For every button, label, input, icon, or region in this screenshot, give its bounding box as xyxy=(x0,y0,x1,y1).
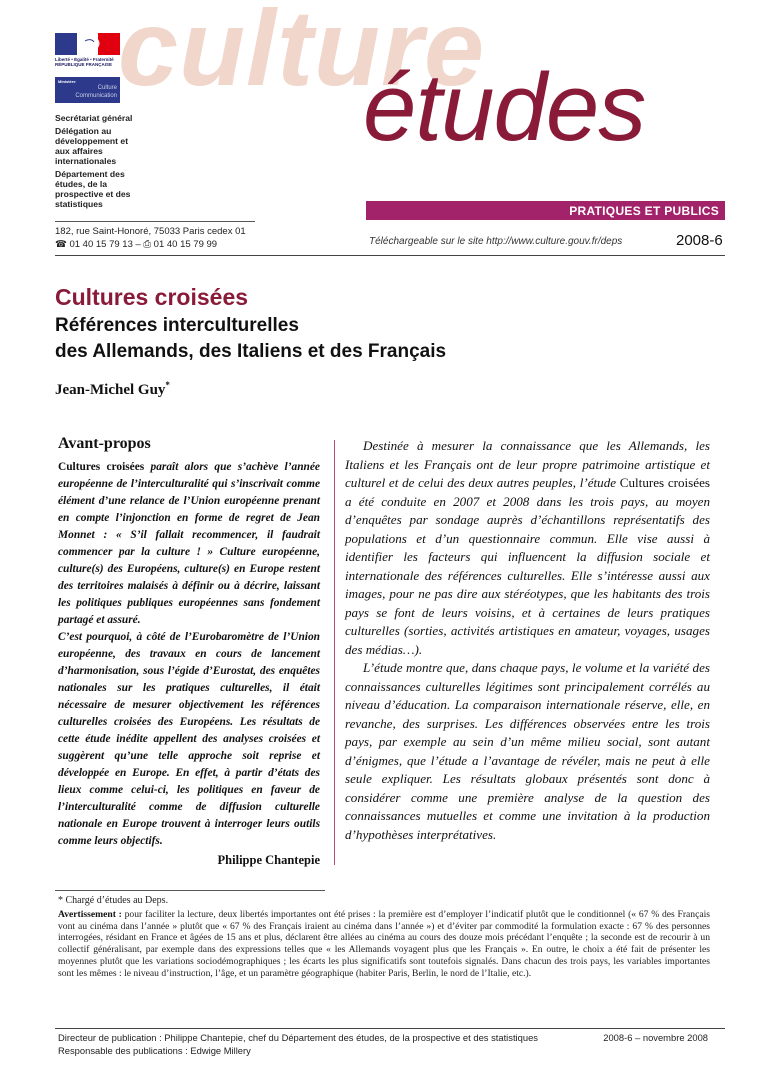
foreword-heading: Avant-propos xyxy=(58,435,151,452)
issue-date: 2008-6 – novembre 2008 xyxy=(603,1032,708,1043)
foreword-term: Cultures croisées xyxy=(58,461,145,473)
intro-paragraph-2: L’étude montre que, dans chaque pays, le volume et la variété des connaissances culturelles légitimes sont principalement corrélés au niveau d’éducation. La comparaison internationale réserve, elle, en revanche, des surprises. Les différences observées entre les trois pays, par exemple au sein d’un même milieu social, sont autant d’énigmes, que l’étude a l’avantage de révéler, mais ne peut à elle seule expliquer. Les résultats globaux présentés sont donc à considérer comme une première analyse de la question des connaissances mutuelles et comme une invitation à la production d’hypothèses interprétatives. xyxy=(345,660,710,842)
intro-p1-b: a été conduite en 2007 et 2008 dans les trois pays, au moyen d’enquêtes par sondage auprès d’échantillons représentatifs des populations et d’un questionnaire commun. Elle vise aussi à identifier les facteurs qui influencent la diffusion sociale et internationale des références culturelles. Elle s’intéresse aussi aux images, pour ne pas dire aux stéréotypes, que les habitants des trois pays se font de leurs voisins, et à certaines de leurs pratiques culturelles (sorties, activités artistiques en amateur, voyages, usages des médias…). xyxy=(345,493,710,657)
marianne-icon xyxy=(55,33,120,55)
ministry-block xyxy=(55,77,120,103)
divider-header xyxy=(55,255,725,256)
ministry-word-2: Communication xyxy=(75,93,117,99)
page-title: Cultures croisées xyxy=(55,284,249,310)
intro-paragraph-1 xyxy=(345,437,710,659)
publication-director: Directeur de publication : Philippe Chantepie, chef du Département des études, de la prospective et des statistiques xyxy=(58,1032,538,1043)
ministry-word-1: Culture xyxy=(97,85,117,91)
warning-label: Avertissement : xyxy=(58,909,122,920)
section-label: PRATIQUES ET PUBLICS xyxy=(569,204,719,218)
divider-address xyxy=(55,221,255,222)
foreword-paragraph-2: C’est pourquoi, à côté de l’Eurobaromètre de l’Union européenne, des travaux en cours de lancement d’harmonisation, sous l’égide d’Eurostat, des enquêtes nationales sur les pratiques culturelles, il était nécessaire de mesurer objectivement les références culturelles croisées des Européens. Les résultats de cette étude inédite appellent des analyses croisées et suggèrent qu’une telle approche soit reprise et développée en Europe. En effet, à partir d’états des lieux comme celui-ci, les politiques en faveur de l’interculturalité comme de diffusion culturelle nationale en Europe trouvent à interroger leurs outils comme leurs objectifs. xyxy=(58,631,320,847)
dept-line-3: Département des études, de la prospective et des statistiques xyxy=(55,169,131,209)
address-street: 182, rue Saint-Honoré, 75033 Paris cedex 01 xyxy=(55,226,246,237)
ministry-label: Ministère xyxy=(58,79,76,84)
subtitle-2: des Allemands, des Italiens et des Français xyxy=(55,341,447,362)
address xyxy=(55,225,246,251)
issue-number: 2008-6 xyxy=(676,232,723,249)
author-footnote: * Chargé d’études au Deps. xyxy=(58,895,169,906)
intro-text xyxy=(345,437,710,844)
ministry-logo xyxy=(55,33,120,103)
department-info xyxy=(55,113,255,212)
author-name: Jean-Michel Guy xyxy=(55,382,166,398)
divider-footer xyxy=(55,1028,725,1029)
foreword-text xyxy=(58,459,320,850)
dept-line-2: Délégation au développement et aux affaires internationales xyxy=(55,126,129,166)
brand-etudes: études xyxy=(363,54,646,161)
logo-motto: Liberté • Égalité • Fraternité xyxy=(55,57,114,62)
brand-culture: culture xyxy=(118,0,486,108)
subtitle-1: Références interculturelles xyxy=(55,315,299,336)
foreword-paragraph-1 xyxy=(58,459,320,629)
address-phone: ☎ 01 40 15 79 13 – ⎙ 01 40 15 79 99 xyxy=(55,239,218,250)
divider-footnote xyxy=(55,890,325,891)
author-footnote-mark: * xyxy=(165,380,170,390)
dept-line-1: Secrétariat général xyxy=(55,113,133,123)
intro-term: Cultures croisées xyxy=(619,475,710,490)
publication-manager: Responsable des publications : Edwige Millery xyxy=(58,1045,251,1056)
column-divider xyxy=(334,440,335,865)
foreword-p1-text: paraît alors que s’achève l’année européenne de l’interculturalité qui s’inscrivait comme élément d’une relance de l’Union européenne prenant en compte l’injonction en forme de regret de Jean Monnet : « S’il fallait recommencer, il faudrait commencer par la culture ! » Culture européenne, culture(s) des Européens, culture(s) en Europe restent des territoires malaisés à définir ou à décrire, laissant les politiques publiques européennes sans fondement partagé et assuré. xyxy=(58,461,320,626)
logo-republic: RÉPUBLIQUE FRANÇAISE xyxy=(55,62,113,67)
warning-note xyxy=(58,909,710,979)
warning-text: pour faciliter la lecture, deux libertés importantes ont été prises : la première est d’employer l’indicatif plutôt que le conditionnel (« 67 % des Français vont au cinéma dans l’année » plutôt que « 67 % des Français iraient au cinéma dans l’année ») et d’éviter par commodité la formulation exacte : 67 % des personnes interrogées, résidant en France et âgées de 15 ans et plus, déclarent être allées au cinéma au cours des douze mois précédant l’enquête ; la seconde est de recourir à un collectif généralisant, par exemple dans des expressions telles que « les Allemands voyagent plus que les Français ». En outre, le choix a été fait de présenter les moyennes plutôt que les variations sociodémographiques ; les écarts les plus significatifs sont toutefois signalés. Dans chacun des trois pays, les variables importantes sont les mêmes : le niveau d’instruction, l’âge, et un paramètre géographique (habiter Paris, Berlin, le nord de l’Italie, etc.). xyxy=(58,909,710,979)
download-link[interactable]: Téléchargeable sur le site http://www.culture.gouv.fr/deps xyxy=(369,236,623,247)
author xyxy=(55,380,170,399)
intro-p1-a: Destinée à mesurer la connaissance que les Allemands, les Italiens et les Français ont de leur propre patrimoine artistique et culturel et de celui des deux autres peuples, l’étude xyxy=(345,438,710,490)
section-banner xyxy=(366,201,725,220)
foreword-signature: Philippe Chantepie xyxy=(217,853,320,867)
